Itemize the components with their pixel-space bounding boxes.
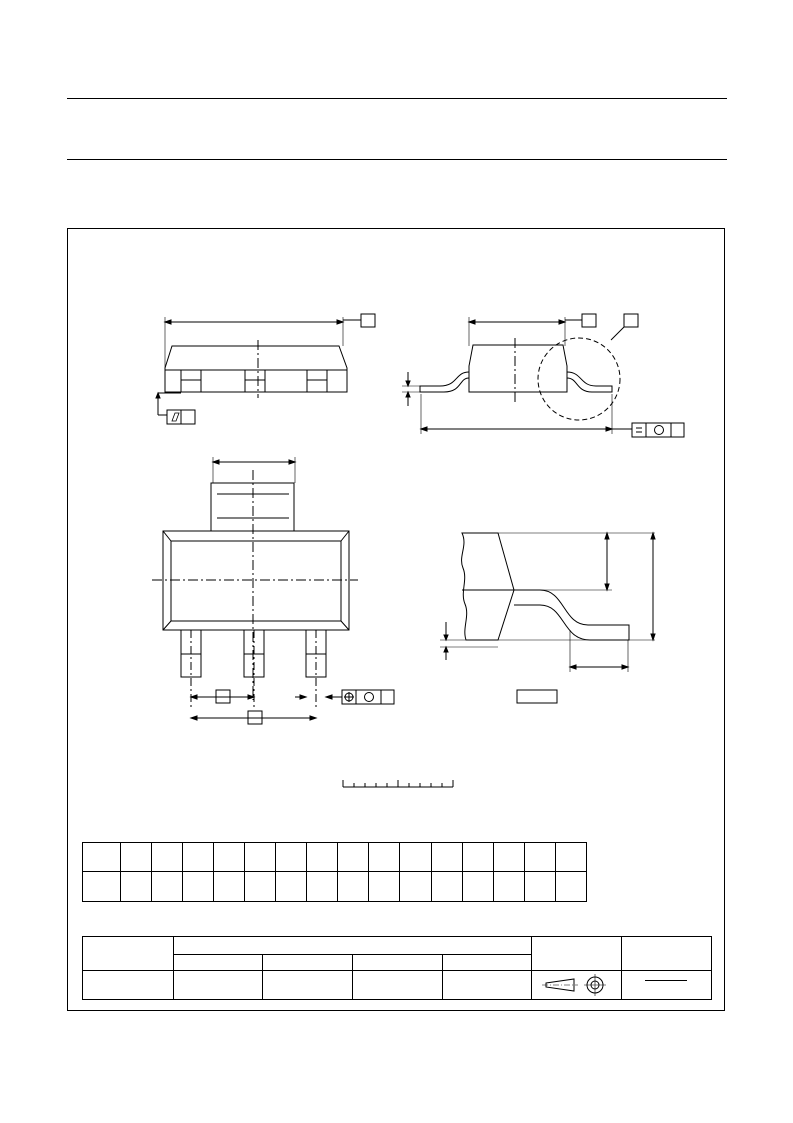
table-cell	[555, 843, 586, 872]
table-cell	[431, 843, 462, 872]
datum-box-icon	[624, 314, 638, 327]
table-cell	[83, 872, 121, 902]
table-cell	[338, 843, 369, 872]
projection-cell	[532, 971, 622, 1000]
table-cell	[307, 872, 338, 902]
detail-view	[440, 533, 655, 703]
table-cell	[431, 872, 462, 902]
reference-cell	[174, 971, 263, 1000]
scale-bar-icon	[343, 780, 453, 787]
table-cell	[245, 872, 276, 902]
table-cell	[152, 872, 183, 902]
reference-cell	[263, 971, 353, 1000]
table-cell	[524, 843, 555, 872]
position-tolerance-icon	[632, 423, 684, 437]
datum-box-icon	[361, 314, 375, 327]
table-cell	[462, 843, 493, 872]
table-cell	[307, 843, 338, 872]
table-cell	[338, 872, 369, 902]
table-cell	[493, 843, 524, 872]
issue-date-cell	[622, 971, 712, 1000]
outline-reference-table	[82, 936, 712, 1000]
front-view	[156, 314, 375, 424]
table-cell	[493, 872, 524, 902]
top-view	[152, 457, 394, 724]
table-cell	[276, 872, 307, 902]
projection-header	[532, 937, 622, 971]
table-cell	[276, 843, 307, 872]
reference-cell	[353, 971, 443, 1000]
references-header	[174, 937, 532, 955]
table-cell	[245, 843, 276, 872]
table-row	[83, 937, 712, 955]
projection-symbol-icon	[532, 971, 621, 1000]
table-cell	[369, 843, 400, 872]
outline-version-cell	[83, 971, 174, 1000]
table-cell	[462, 872, 493, 902]
table-cell	[183, 843, 214, 872]
table-cell	[400, 843, 431, 872]
reference-subheader	[353, 955, 443, 971]
table-cell	[183, 872, 214, 902]
table-row	[83, 843, 587, 872]
table-cell	[83, 843, 121, 872]
table-cell	[214, 872, 245, 902]
table-cell	[555, 872, 586, 902]
table-cell	[369, 872, 400, 902]
table-row	[83, 872, 587, 902]
table-cell	[121, 872, 152, 902]
table-cell	[121, 843, 152, 872]
reference-subheader	[263, 955, 353, 971]
table-cell	[152, 843, 183, 872]
date-divider	[645, 980, 687, 981]
table-cell	[214, 843, 245, 872]
outline-version-header	[83, 937, 174, 971]
table-cell	[524, 872, 555, 902]
reference-subheader	[443, 955, 532, 971]
dimension-table	[82, 842, 587, 902]
reference-subheader	[174, 955, 263, 971]
reference-cell	[443, 971, 532, 1000]
issue-date-header	[622, 937, 712, 971]
table-row	[83, 971, 712, 1000]
table-cell	[400, 872, 431, 902]
datum-box-icon	[582, 314, 596, 327]
side-view	[402, 314, 684, 437]
